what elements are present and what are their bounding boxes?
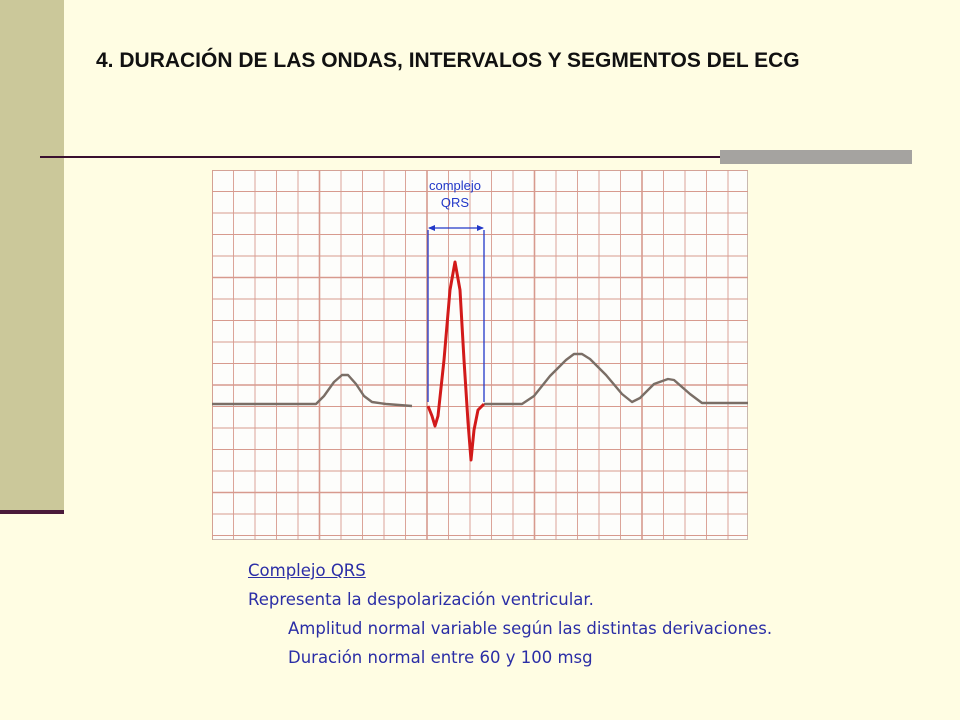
caption-line-1: Representa la despolarización ventricular. [248,590,594,609]
title-text: DURACIÓN DE LAS ONDAS, INTERVALOS Y SEGMENTOS DEL ECG [119,49,800,72]
caption-line-3: Duración normal entre 60 y 100 msg [288,648,593,667]
qrs-label-line1: complejo [428,178,482,193]
caption-block [248,556,772,672]
left-decorative-bar [0,0,64,512]
ecg-diagram [212,170,748,540]
qrs-label-line2: QRS [440,195,470,210]
ecg-paper [212,170,748,540]
ecg-figure [212,170,748,540]
left-bar-underline [0,510,64,514]
title-divider-accent [720,150,912,164]
caption-heading: Complejo QRS [248,561,366,580]
caption-line-2: Amplitud normal variable según las distintas derivaciones. [288,619,773,638]
title-number: 4. [96,49,114,72]
slide-title [90,46,870,75]
